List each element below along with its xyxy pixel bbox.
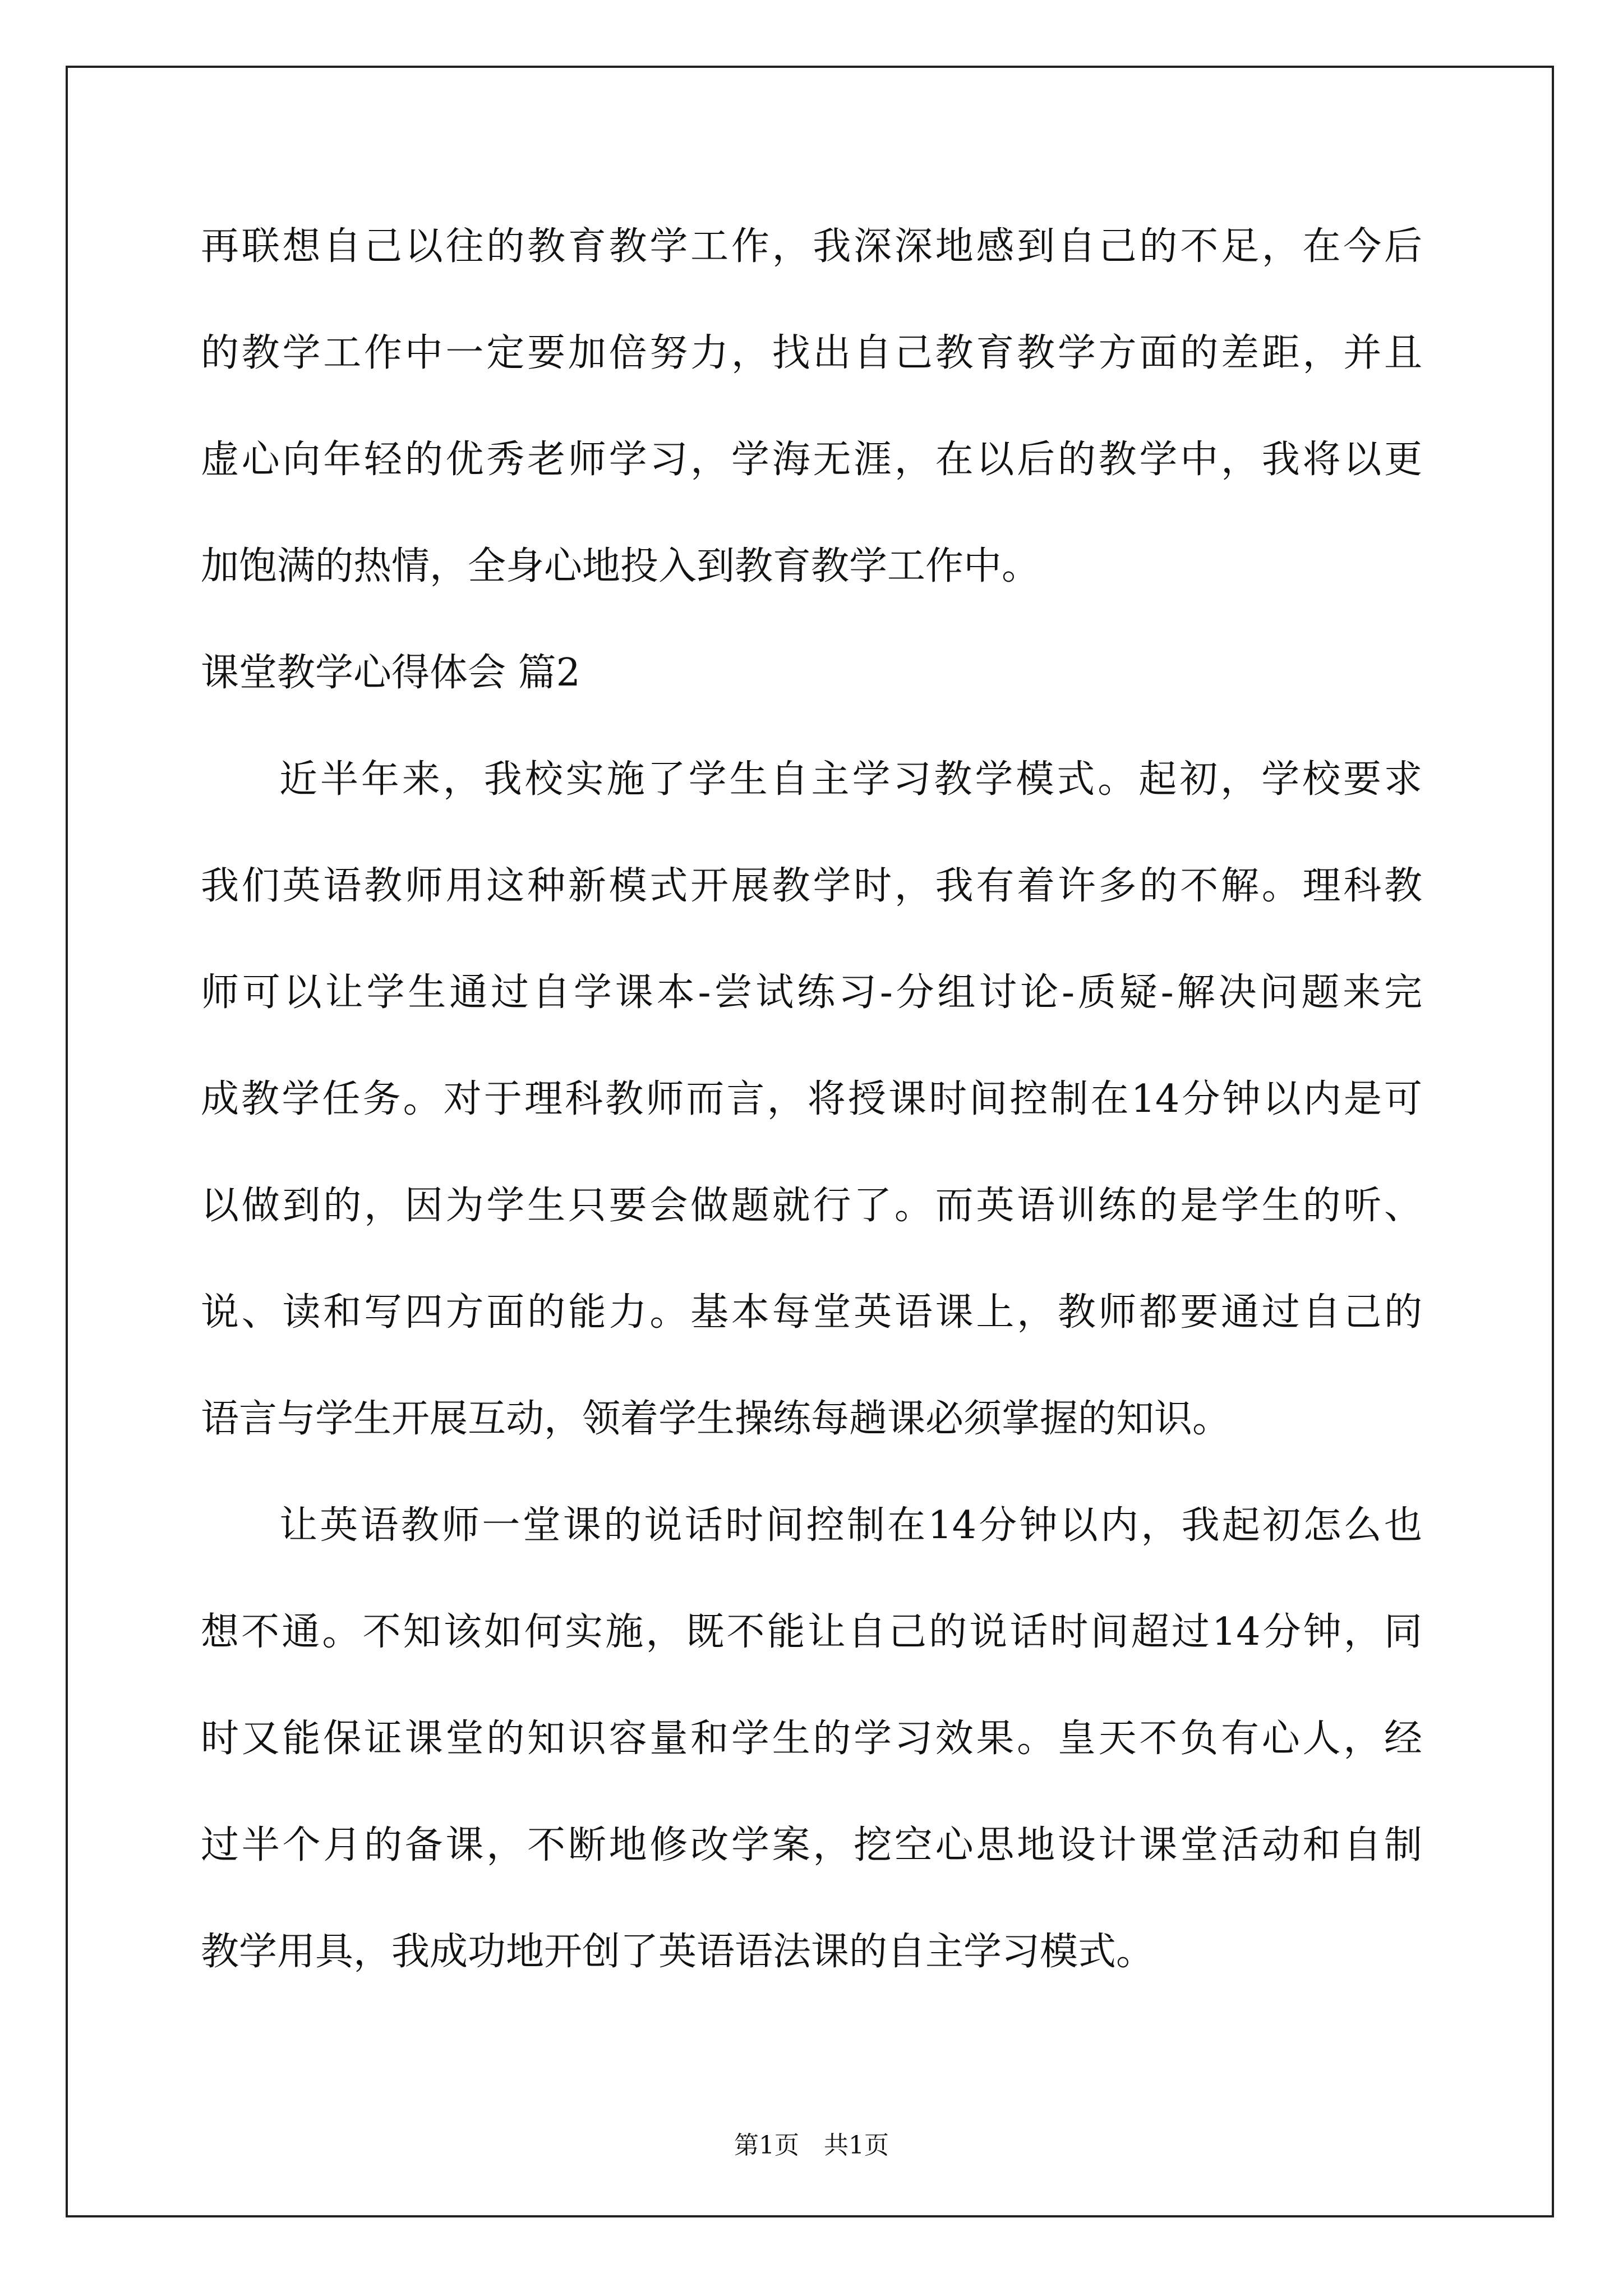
paragraph-line: 让英语教师一堂课的说话时间控制在14分钟以内，我起初怎么也 [279,1503,1422,1548]
paragraph-line: 近半年来，我校实施了学生自主学习教学模式。起初，学校要求 [279,757,1422,802]
paragraph-line: 以做到的，因为学生只要会做题就行了。而英语训练的是学生的听、 [201,1184,1422,1228]
page-footer: 第1页 共1页 [734,2131,889,2160]
paragraph-line: 的教学工作中一定要加倍努力，找出自己教育教学方面的差距，并且 [201,331,1422,375]
paragraph-line: 想不通。不知该如何实施，既不能让自己的说话时间超过14分钟，同 [201,1610,1422,1654]
section-heading: 课堂教学心得体会 篇2 [201,651,580,695]
paragraph-line: 我们英语教师用这种新模式开展教学时，我有着许多的不解。理科教 [201,864,1422,908]
paragraph-line: 说、读和写四方面的能力。基本每堂英语课上，教师都要通过自己的 [201,1290,1422,1335]
paragraph-line: 再联想自己以往的教育教学工作，我深深地感到自己的不足，在今后 [201,224,1422,269]
paragraph-line: 过半个月的备课，不断地修改学案，挖空心思地设计课堂活动和自制 [201,1823,1422,1867]
paragraph-line: 教学用具，我成功地开创了英语语法课的自主学习模式。 [201,1930,1155,1974]
paragraph-line: 虚心向年轻的优秀老师学习，学海无涯，在以后的教学中，我将以更 [201,438,1422,482]
paragraph-line: 时又能保证课堂的知识容量和学生的学习效果。皇天不负有心人，经 [201,1717,1422,1761]
page-border [66,66,1554,2217]
paragraph-line: 加饱满的热情，全身心地投入到教育教学工作中。 [201,544,1040,588]
paragraph-line: 师可以让学生通过自学课本-尝试练习-分组讨论-质疑-解决问题来完 [201,970,1422,1015]
paragraph-line: 语言与学生开展互动，领着学生操练每趟课必须掌握的知识。 [201,1397,1231,1441]
paragraph-line: 成教学任务。对于理科教师而言，将授课时间控制在14分钟以内是可 [201,1077,1422,1121]
